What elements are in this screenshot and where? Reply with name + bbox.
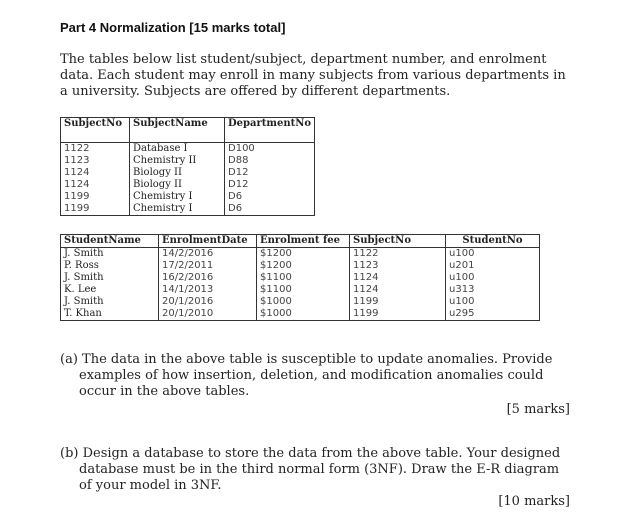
column-header: DepartmentNo [225, 118, 315, 143]
table-cell: 16/2/2016 [159, 272, 257, 284]
table-cell: D12 [225, 167, 315, 179]
table-row [61, 179, 315, 191]
column-header: EnrolmentDate [159, 235, 257, 248]
table-row [61, 272, 540, 284]
question-a-marks: [5 marks] [506, 402, 570, 417]
table-row [61, 260, 540, 272]
table-cell: Database I [130, 143, 225, 156]
column-header: SubjectNo [61, 118, 130, 143]
section-heading: Part 4 Normalization [15 marks total] [60, 20, 286, 35]
column-header: SubjectName [130, 118, 225, 143]
table-cell: Chemistry II [130, 155, 225, 167]
table-cell: $1200 [257, 248, 350, 261]
table-cell: u100 [446, 272, 540, 284]
table-cell: 1124 [61, 179, 130, 191]
question-b [60, 446, 570, 494]
table-cell: D88 [225, 155, 315, 167]
table-cell: $1100 [257, 272, 350, 284]
table-cell: 1124 [350, 284, 446, 296]
question-b-text: (b) Design a database to store the data from the above table. Your designed database must be in the third normal form (3NF). Draw the E-R diagram of your model in 3NF. [60, 446, 561, 493]
table-cell: D6 [225, 191, 315, 203]
table-cell: 17/2/2011 [159, 260, 257, 272]
table-cell: 1122 [350, 248, 446, 261]
column-header: SubjectNo [350, 235, 446, 248]
table-cell: u201 [446, 260, 540, 272]
table-row [61, 203, 315, 216]
subject-table [60, 117, 315, 216]
table-cell: T. Khan [61, 308, 159, 321]
table-header-row [61, 118, 315, 143]
table-cell: D6 [225, 203, 315, 216]
table-cell: 1124 [350, 272, 446, 284]
table-cell: 1199 [350, 296, 446, 308]
table-cell: 14/1/2013 [159, 284, 257, 296]
table-row [61, 308, 540, 321]
table-cell: u295 [446, 308, 540, 321]
table-cell: 20/1/2016 [159, 296, 257, 308]
column-header: StudentNo [446, 235, 540, 248]
column-header: Enrolment fee [257, 235, 350, 248]
table-cell: J. Smith [61, 296, 159, 308]
table-row [61, 296, 540, 308]
table-cell: u100 [446, 296, 540, 308]
table-header-row [61, 235, 540, 248]
column-header: StudentName [61, 235, 159, 248]
table-cell: 14/2/2016 [159, 248, 257, 261]
table-cell: 20/1/2010 [159, 308, 257, 321]
question-a [60, 352, 570, 400]
table-cell: J. Smith [61, 248, 159, 261]
table-cell: P. Ross [61, 260, 159, 272]
table-cell: 1199 [61, 191, 130, 203]
enrolment-table [60, 234, 540, 321]
table-cell: Biology II [130, 179, 225, 191]
table-cell: 1122 [61, 143, 130, 156]
question-a-text: (a) The data in the above table is susceptible to update anomalies. Provide examples of how insertion, deletion, and modification anomalies could occur in the above tables. [60, 352, 553, 399]
table-cell: 1123 [350, 260, 446, 272]
table-cell: Chemistry I [130, 191, 225, 203]
table-cell: u100 [446, 248, 540, 261]
table-cell: 1199 [350, 308, 446, 321]
table-cell: K. Lee [61, 284, 159, 296]
table-cell: $1000 [257, 308, 350, 321]
table-cell: $1200 [257, 260, 350, 272]
table-cell: $1000 [257, 296, 350, 308]
table-row [61, 191, 315, 203]
table-cell: D100 [225, 143, 315, 156]
table-cell: Chemistry I [130, 203, 225, 216]
table-row [61, 284, 540, 296]
table-cell: 1123 [61, 155, 130, 167]
table-cell: Biology II [130, 167, 225, 179]
table-row [61, 167, 315, 179]
table-cell: 1199 [61, 203, 130, 216]
table-cell: u313 [446, 284, 540, 296]
table-cell: 1124 [61, 167, 130, 179]
table-row [61, 248, 540, 261]
question-b-marks: [10 marks] [498, 494, 570, 509]
table-cell: J. Smith [61, 272, 159, 284]
intro-paragraph: The tables below list student/subject, department number, and enrolment data. Each student may enroll in many subjects from various departments in a university. Subjects are offered by different departments. [60, 52, 566, 99]
table-row [61, 143, 315, 156]
table-cell: $1100 [257, 284, 350, 296]
table-cell: D12 [225, 179, 315, 191]
table-row [61, 155, 315, 167]
